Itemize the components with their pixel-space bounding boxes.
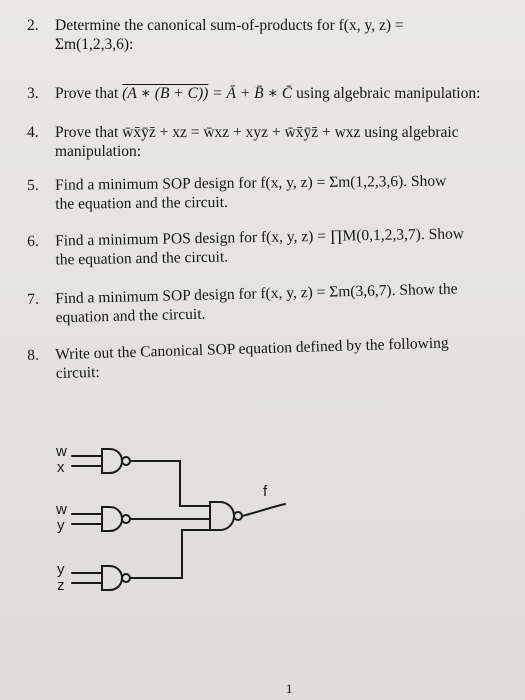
question-text-line: the equation and the circuit. <box>55 193 228 213</box>
and-gate-output <box>210 502 234 530</box>
question-text-line: Find a minimum POS design for f(x, y, z) = ∏M(0,1,2,3,7). Show <box>55 225 465 250</box>
question-number: 3. <box>27 85 39 102</box>
gate3-input-wires <box>72 573 102 583</box>
question-text-line: Find a minimum SOP design for f(x, y, z) = Σm(1,2,3,6). Show <box>55 172 447 194</box>
input-label-y: y <box>57 561 65 578</box>
question-text-line: manipulation: <box>55 143 142 160</box>
gate2-input-wires <box>72 514 102 524</box>
question-text-line: Determine the canonical sum-of-products for f(x, y, z) = <box>55 17 404 34</box>
input-label-w: w <box>56 501 67 518</box>
question-text-line: Write out the Canonical SOP equation defined by the following <box>55 334 449 364</box>
question-text: Prove that <box>55 85 119 102</box>
question-number: 6. <box>27 232 39 250</box>
and-gate-2 <box>102 507 122 531</box>
gate1-input-wires <box>72 456 102 466</box>
question-number: 7. <box>27 290 40 308</box>
output-label-f: f <box>263 483 268 500</box>
wire-gate3-to-output <box>130 530 210 578</box>
inverter-bubble-3 <box>122 574 130 582</box>
inverter-bubble-1 <box>122 457 130 465</box>
output-wire <box>242 504 285 516</box>
page-number: 1 <box>286 681 293 696</box>
question-text-line: Prove that w̄x̄ȳz̄ + xz = w̄xz + xyz + w̄x̄ȳz̄ + wxz using algebraic <box>55 124 459 141</box>
question-text-line: Σm(1,2,3,6): <box>55 36 134 53</box>
question-number: 5. <box>27 176 39 194</box>
question-number: 2. <box>27 17 39 34</box>
and-gate-3 <box>102 566 122 590</box>
expression: = Ā + B̄ ∗ C̄ <box>212 85 293 102</box>
input-label-y: y <box>57 517 65 534</box>
question-number: 4. <box>27 124 39 141</box>
inverter-bubble-output <box>234 512 242 520</box>
question-text: using algebraic manipulation: <box>296 85 481 102</box>
inverter-bubble-2 <box>122 515 130 523</box>
input-label-w: w <box>56 443 67 460</box>
and-gate-1 <box>102 449 122 473</box>
question-text-line: the equation and the circuit. <box>55 248 229 269</box>
negated-expression: (A ∗ (B + C)) <box>122 85 209 102</box>
question-text-line: circuit: <box>55 363 100 383</box>
input-label-z: z <box>57 577 65 594</box>
input-label-x: x <box>57 459 65 476</box>
question-text-line: Find a minimum SOP design for f(x, y, z) = Σm(3,6,7). Show the <box>55 280 458 308</box>
wire-gate1-to-output <box>130 461 210 506</box>
question-number: 8. <box>27 346 40 364</box>
question-text-line: equation and the circuit. <box>55 305 206 327</box>
